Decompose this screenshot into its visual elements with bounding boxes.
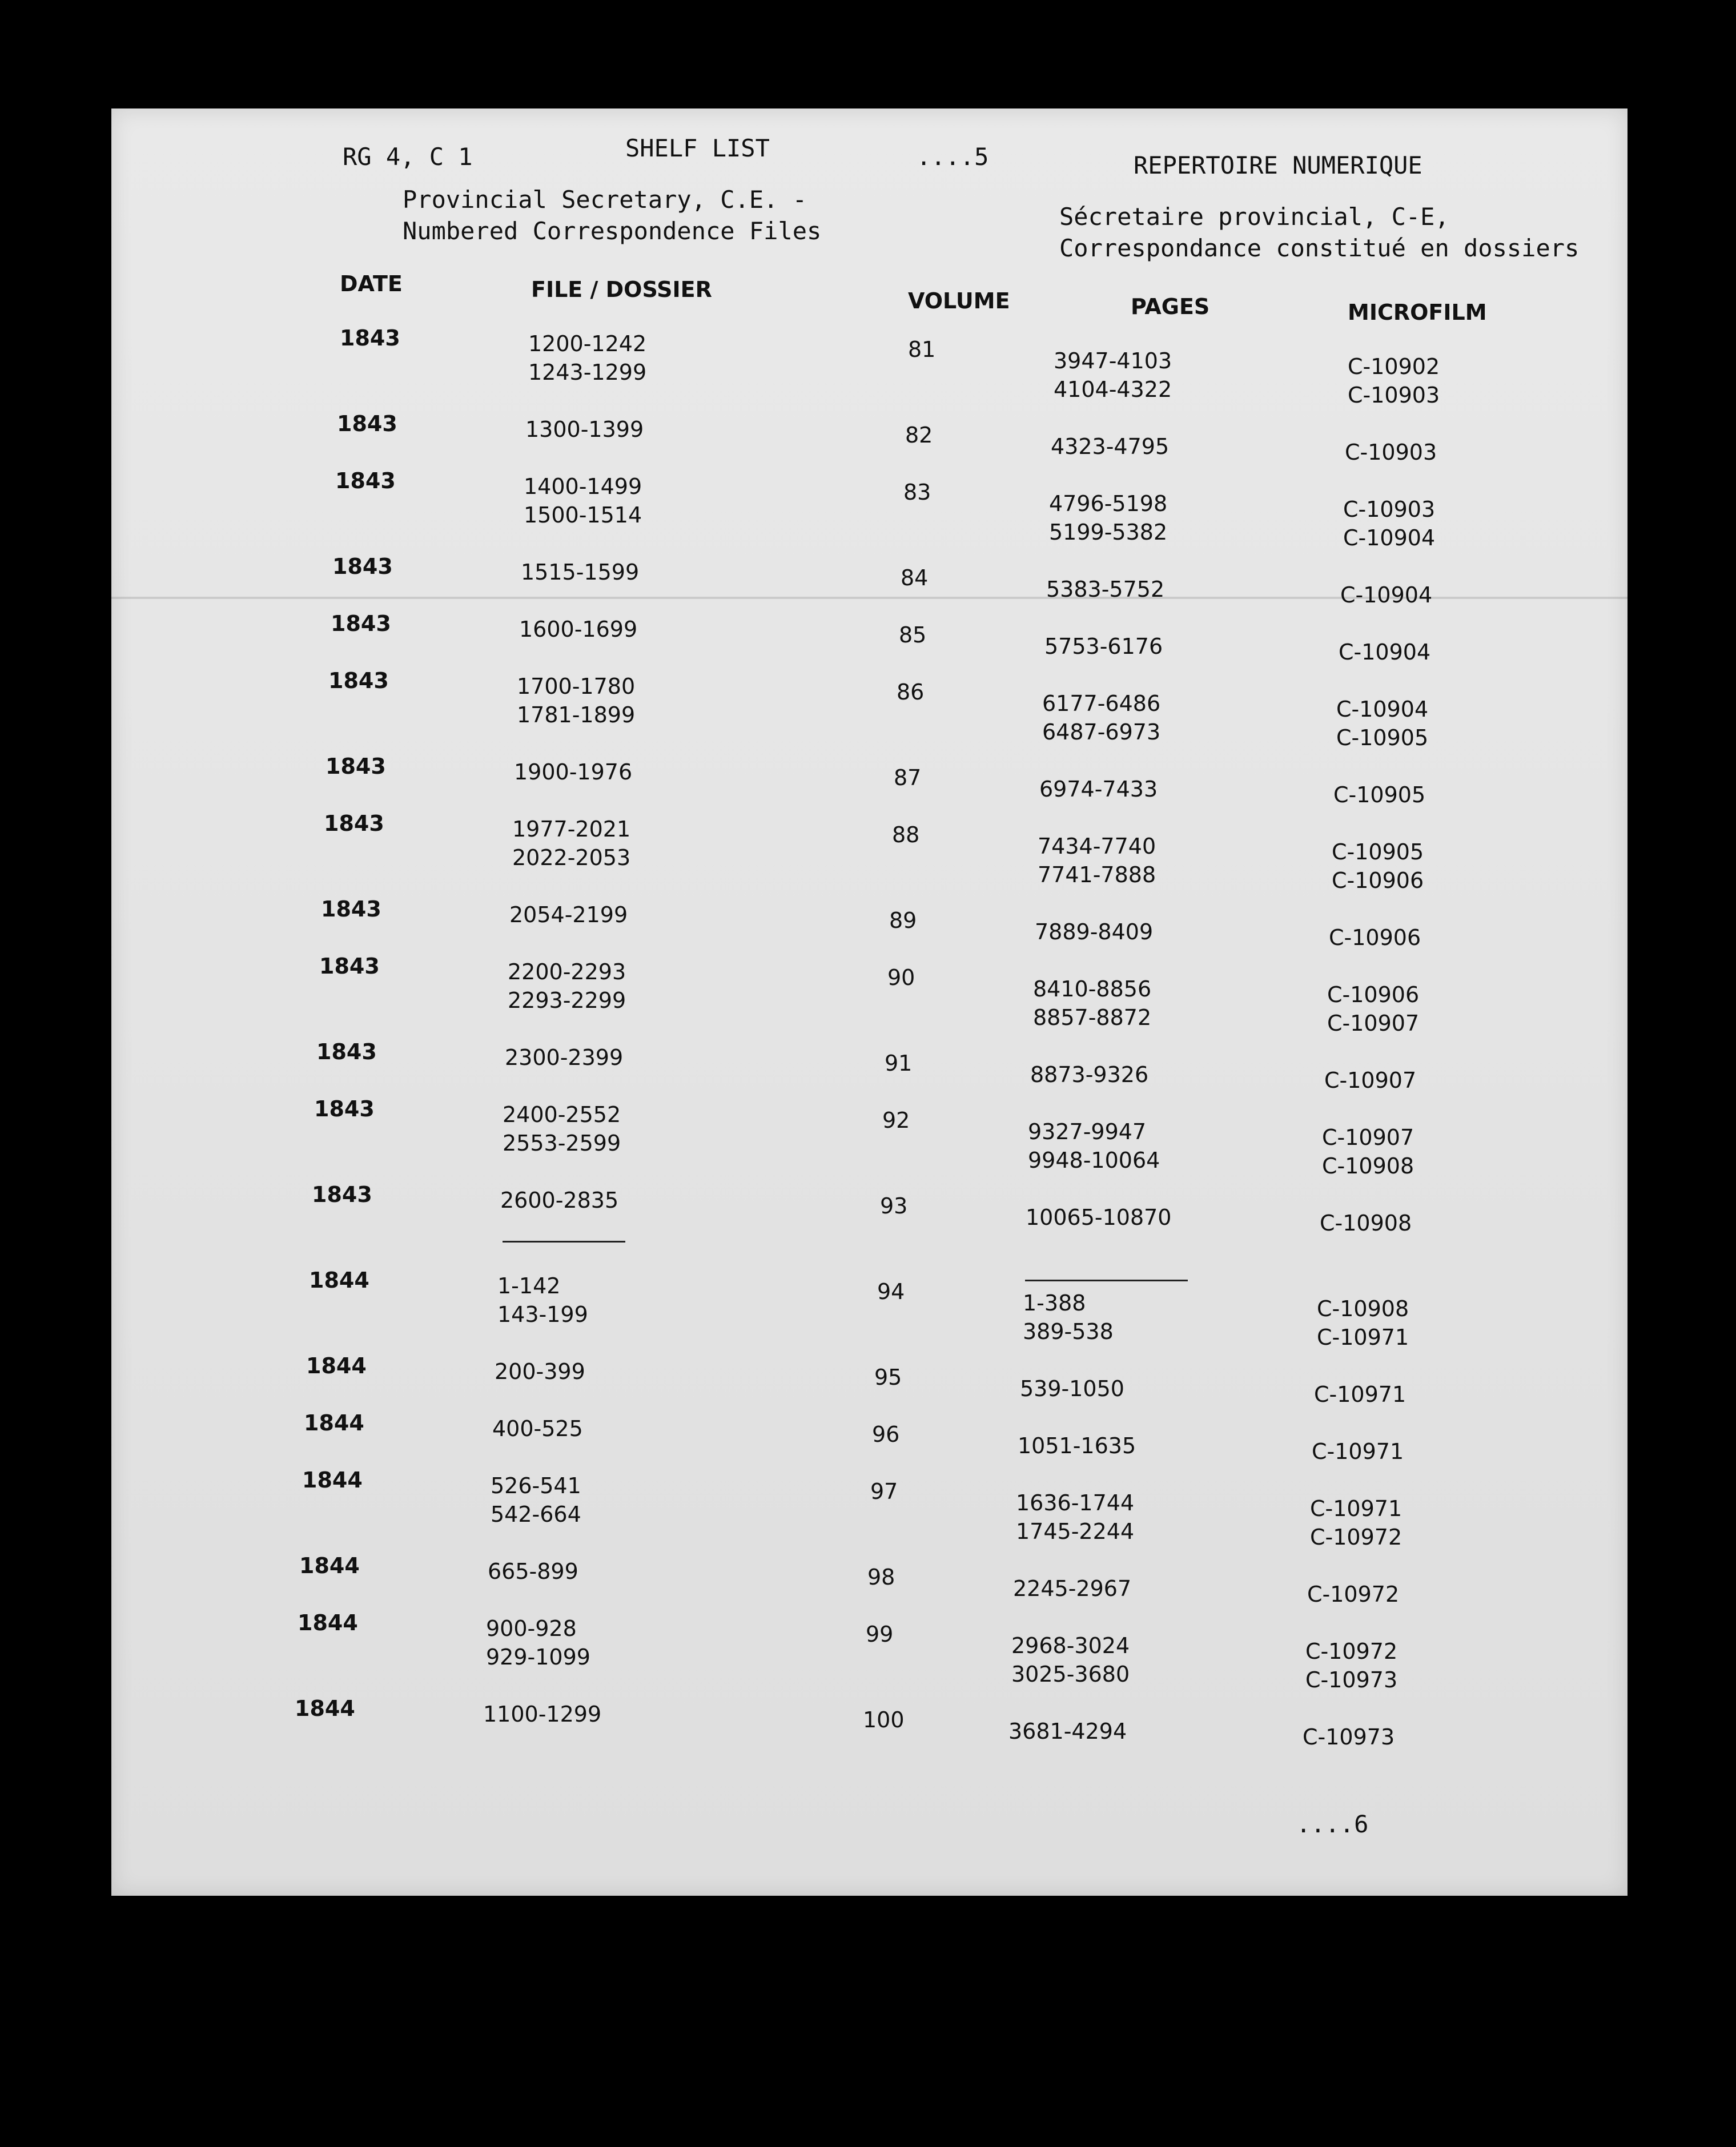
file-range-cell: 542-664 [491, 1502, 581, 1527]
pages-range-cell: 4796-5198 [1049, 491, 1168, 516]
microfilm-reel-cell: C-10903 [1345, 440, 1437, 465]
pages-range-cell: 9327-9947 [1028, 1119, 1147, 1144]
column-header-pages: PAGES [1131, 294, 1210, 319]
file-range-cell: 2200-2293 [508, 959, 626, 984]
file-range-cell: 1515-1599 [521, 560, 640, 585]
page-number: ....5 [917, 143, 989, 171]
pages-range-cell: 8857-8872 [1033, 1005, 1152, 1030]
column-header-date: DATE [340, 271, 403, 296]
volume-cell: 84 [901, 565, 929, 590]
pages-range-cell: 2245-2967 [1013, 1576, 1132, 1601]
date-cell: 1844 [309, 1268, 369, 1293]
volume-cell: 99 [866, 1622, 894, 1647]
volume-cell: 94 [877, 1279, 905, 1304]
volume-cell: 82 [905, 423, 933, 448]
pages-range-cell: 3681-4294 [1008, 1719, 1127, 1744]
file-range-cell: 929-1099 [486, 1645, 590, 1670]
microfilm-reel-cell: C-10971 [1317, 1325, 1409, 1350]
microfilm-reel-cell: C-10908 [1322, 1153, 1414, 1179]
microfilm-reel-cell: C-10904 [1340, 582, 1433, 608]
date-cell: 1844 [295, 1696, 355, 1721]
pages-range-cell: 10065-10870 [1026, 1205, 1172, 1230]
date-cell: 1844 [304, 1410, 364, 1436]
microfilm-reel-cell: C-10972 [1307, 1582, 1400, 1607]
volume-cell: 85 [899, 622, 927, 648]
file-range-cell: 526-541 [491, 1473, 581, 1498]
volume-cell: 92 [882, 1108, 910, 1133]
pages-range-cell: 389-538 [1023, 1319, 1114, 1344]
microfilm-reel-cell: C-10902 [1348, 354, 1440, 379]
microfilm-reel-cell: C-10906 [1327, 982, 1420, 1007]
pages-range-cell: 5199-5382 [1049, 520, 1168, 545]
file-range-cell: 1977-2021 [512, 817, 631, 842]
date-cell: 1843 [332, 554, 393, 579]
title-english-line2: Numbered Correspondence Files [403, 217, 822, 245]
microfilm-reel-cell: C-10908 [1317, 1296, 1409, 1321]
microfilm-reel-cell: C-10905 [1333, 782, 1426, 807]
volume-cell: 95 [874, 1365, 902, 1390]
pages-range-cell: 4323-4795 [1051, 434, 1170, 459]
volume-cell: 81 [908, 337, 936, 362]
pages-range-cell: 7741-7888 [1038, 862, 1156, 887]
microfilm-reel-cell: C-10972 [1305, 1639, 1398, 1664]
column-header-microfilm: MICROFILM [1348, 300, 1487, 325]
microfilm-reel-cell: C-10903 [1348, 383, 1440, 408]
date-cell: 1843 [312, 1182, 372, 1207]
microfilm-reel-cell: C-10971 [1314, 1382, 1407, 1407]
pages-range-cell: 8873-9326 [1030, 1062, 1149, 1087]
record-group-ref: RG 4, C 1 [343, 143, 473, 171]
file-range-cell: 1400-1499 [524, 474, 642, 499]
file-range-cell: 1781-1899 [517, 702, 636, 727]
microfilm-reel-cell: C-10903 [1343, 497, 1436, 522]
date-cell: 1843 [314, 1096, 375, 1121]
date-cell: 1843 [335, 468, 396, 493]
date-cell: 1843 [331, 611, 391, 636]
microfilm-reel-cell: C-10907 [1324, 1068, 1417, 1093]
date-cell: 1843 [316, 1039, 377, 1064]
file-range-cell: 2400-2552 [503, 1102, 621, 1127]
volume-cell: 83 [903, 480, 931, 505]
title-french-line1: Sécretaire provincial, C-E, [1059, 203, 1449, 231]
pages-range-cell: 1745-2244 [1016, 1519, 1135, 1544]
pages-range-cell: 539-1050 [1020, 1376, 1124, 1401]
file-range-cell: 2054-2199 [509, 902, 628, 927]
microfilm-reel-cell: C-10973 [1305, 1667, 1398, 1692]
date-cell: 1843 [321, 896, 381, 922]
section-divider-files [503, 1241, 625, 1243]
file-range-cell: 2600-2835 [500, 1188, 619, 1213]
file-range-cell: 1243-1299 [528, 360, 647, 385]
microfilm-reel-cell: C-10905 [1336, 725, 1429, 750]
volume-cell: 89 [889, 908, 917, 933]
microfilm-reel-cell: C-10907 [1322, 1125, 1414, 1150]
microfilm-reel-cell: C-10906 [1329, 925, 1421, 950]
date-cell: 1844 [302, 1467, 363, 1493]
date-cell: 1843 [340, 325, 400, 351]
file-range-cell: 2293-2299 [508, 988, 626, 1013]
pages-range-cell: 5753-6176 [1044, 634, 1163, 659]
microfilm-reel-cell: C-10971 [1310, 1496, 1403, 1521]
title-english-line1: Provincial Secretary, C.E. - [403, 186, 807, 214]
pages-range-cell: 3025-3680 [1011, 1662, 1130, 1687]
file-range-cell: 2553-2599 [503, 1131, 621, 1156]
pages-range-cell: 1636-1744 [1016, 1490, 1135, 1515]
pages-range-cell: 6487-6973 [1042, 719, 1161, 745]
date-cell: 1844 [299, 1553, 360, 1578]
file-range-cell: 1300-1399 [525, 417, 644, 442]
file-range-cell: 2022-2053 [512, 845, 631, 870]
microfilm-reel-cell: C-10973 [1303, 1724, 1395, 1750]
microfilm-reel-cell: C-10972 [1310, 1525, 1403, 1550]
pages-range-cell: 7889-8409 [1035, 919, 1154, 944]
pages-range-cell: 6974-7433 [1039, 777, 1158, 802]
microfilm-reel-cell: C-10971 [1312, 1439, 1404, 1464]
pages-range-cell: 3947-4103 [1054, 348, 1172, 373]
repertoire-label: REPERTOIRE NUMERIQUE [1134, 151, 1422, 179]
pages-range-cell: 5383-5752 [1046, 577, 1165, 602]
date-cell: 1843 [324, 811, 384, 836]
volume-cell: 98 [867, 1565, 895, 1590]
volume-cell: 86 [897, 680, 925, 705]
pages-range-cell: 7434-7740 [1038, 834, 1156, 859]
pages-range-cell: 9948-10064 [1028, 1148, 1160, 1173]
pages-range-cell: 1-388 [1023, 1290, 1086, 1316]
pages-range-cell: 1051-1635 [1018, 1433, 1136, 1458]
microfilm-reel-cell: C-10904 [1336, 697, 1429, 722]
date-cell: 1843 [328, 668, 389, 693]
pages-range-cell: 4104-4322 [1054, 377, 1172, 402]
date-cell: 1843 [319, 954, 380, 979]
volume-cell: 90 [887, 965, 915, 990]
date-cell: 1843 [326, 754, 386, 779]
microfilm-reel-cell: C-10908 [1320, 1211, 1412, 1236]
volume-cell: 91 [885, 1051, 913, 1076]
volume-cell: 87 [894, 765, 922, 790]
microfilm-reel-cell: C-10907 [1327, 1011, 1420, 1036]
shelf-list-label: SHELF LIST [625, 134, 770, 162]
volume-cell: 100 [863, 1707, 905, 1732]
volume-cell: 88 [892, 822, 920, 847]
volume-cell: 96 [872, 1422, 900, 1447]
column-header-file: FILE / DOSSIER [531, 277, 712, 302]
document-sheet [111, 108, 1628, 1896]
volume-cell: 93 [880, 1193, 908, 1219]
microfilm-reel-cell: C-10905 [1332, 839, 1424, 865]
file-range-cell: 1-142 [497, 1273, 561, 1298]
file-range-cell: 1600-1699 [519, 617, 638, 642]
microfilm-reel-cell: C-10904 [1339, 640, 1431, 665]
file-range-cell: 2300-2399 [505, 1045, 624, 1070]
pages-range-cell: 8410-8856 [1033, 976, 1152, 1002]
date-cell: 1844 [306, 1353, 367, 1378]
date-cell: 1844 [298, 1610, 358, 1635]
file-range-cell: 1100-1299 [483, 1702, 602, 1727]
date-cell: 1843 [337, 411, 397, 436]
file-range-cell: 200-399 [495, 1359, 585, 1384]
file-range-cell: 900-928 [486, 1616, 577, 1641]
volume-cell: 97 [870, 1479, 898, 1504]
microfilm-reel-cell: C-10904 [1343, 525, 1436, 550]
file-range-cell: 1500-1514 [524, 502, 642, 528]
file-range-cell: 665-899 [488, 1559, 578, 1584]
pages-range-cell: 6177-6486 [1042, 691, 1161, 716]
microfilm-reel-cell: C-10906 [1332, 868, 1424, 893]
file-range-cell: 1700-1780 [517, 674, 636, 699]
file-range-cell: 400-525 [492, 1416, 583, 1441]
file-range-cell: 143-199 [497, 1302, 588, 1327]
title-french-line2: Correspondance constitué en dossiers [1059, 234, 1580, 262]
column-header-volume: VOLUME [908, 288, 1010, 313]
next-page-indicator: ....6 [1296, 1810, 1369, 1838]
file-range-cell: 1200-1242 [528, 331, 647, 356]
pages-range-cell: 2968-3024 [1011, 1633, 1130, 1658]
file-range-cell: 1900-1976 [514, 759, 633, 785]
section-divider-pages [1025, 1280, 1188, 1281]
